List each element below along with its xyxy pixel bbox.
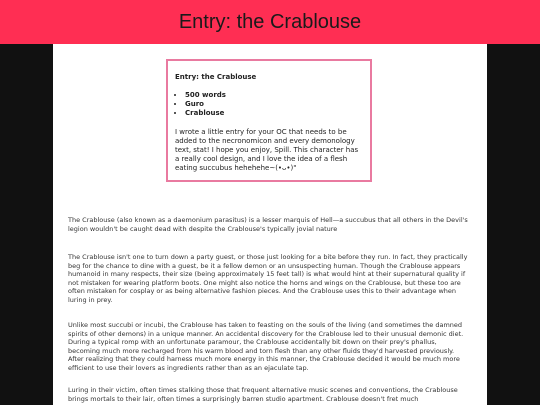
story-paragraph: Luring in their victim, often times stalking those that frequent alternative music scenes and conventions, the Crablouse brings mortals to their lair, often times a surprisingly barren studio apartment. Crablouse doesn't fret much [68, 386, 458, 403]
author-note-card [166, 59, 372, 182]
tag-item: • Guro [185, 100, 363, 109]
author-note: I wrote a little entry for your OC that needs to be added to the necronomicon and every demonology text, stat! I hope you enjoy, Spill. This character has a really cool design, and I love the idea of a flesh eating succubus hehehehe~(•ᴗ•)" [175, 128, 359, 172]
tag-list [175, 91, 363, 118]
story-paragraph: The Crablouse isn't one to turn down a party guest, or those just looking for a bite before they run. In fact, they practically beg for the chance to dine with a guest, be it a fellow demon or an unsuspecting human. Though the Crablouse appears humanoid in many respects, their size (being approximately 15 feet tall) is what would hint at their supernatural quality if not mistaken for wearing platform boots. One might also notice the horns and wings on the Crablouse, but these too are often mistaken for cosplay or as being alternative fashion pieces. And the Crablouse uses this to their advantage when luring in prey. [68, 253, 468, 304]
page-title: Entry: the Crablouse [178, 10, 362, 33]
card-title: Entry: the Crablouse [175, 73, 257, 81]
story-paragraph: Unlike most succubi or incubi, the Crablouse has taken to feasting on the souls of the living (and sometimes the damned spirits of other demons) in a unique manner. An accidental discovery for the Crablouse led to their unusual demonic diet. During a typical romp with an unfortunate paramour, the Crablouse accidentally bit down on their prey's phallus, becoming much more recharged from his warm blood and torn flesh than any other fluids they'd harvested previously. After realizing that they could harness much more energy in this manner, the Crablouse decided it would be much more efficient to use their lovers as ingredients rather than as an ejaculate tap. [68, 321, 464, 372]
tag-item: • 500 words [185, 91, 363, 100]
left-margin [0, 44, 53, 405]
page-header [0, 0, 540, 44]
story-paragraph: The Crablouse (also known as a daemonium parasitus) is a lesser marquis of Hell—a succubus that all others in the Devil's legion wouldn't be caught dead with despite the Crablouse's typically jovial nature [68, 216, 468, 233]
tag-item: • Crablouse [185, 109, 363, 118]
right-margin [487, 44, 540, 405]
entry-content[interactable] [53, 44, 487, 405]
